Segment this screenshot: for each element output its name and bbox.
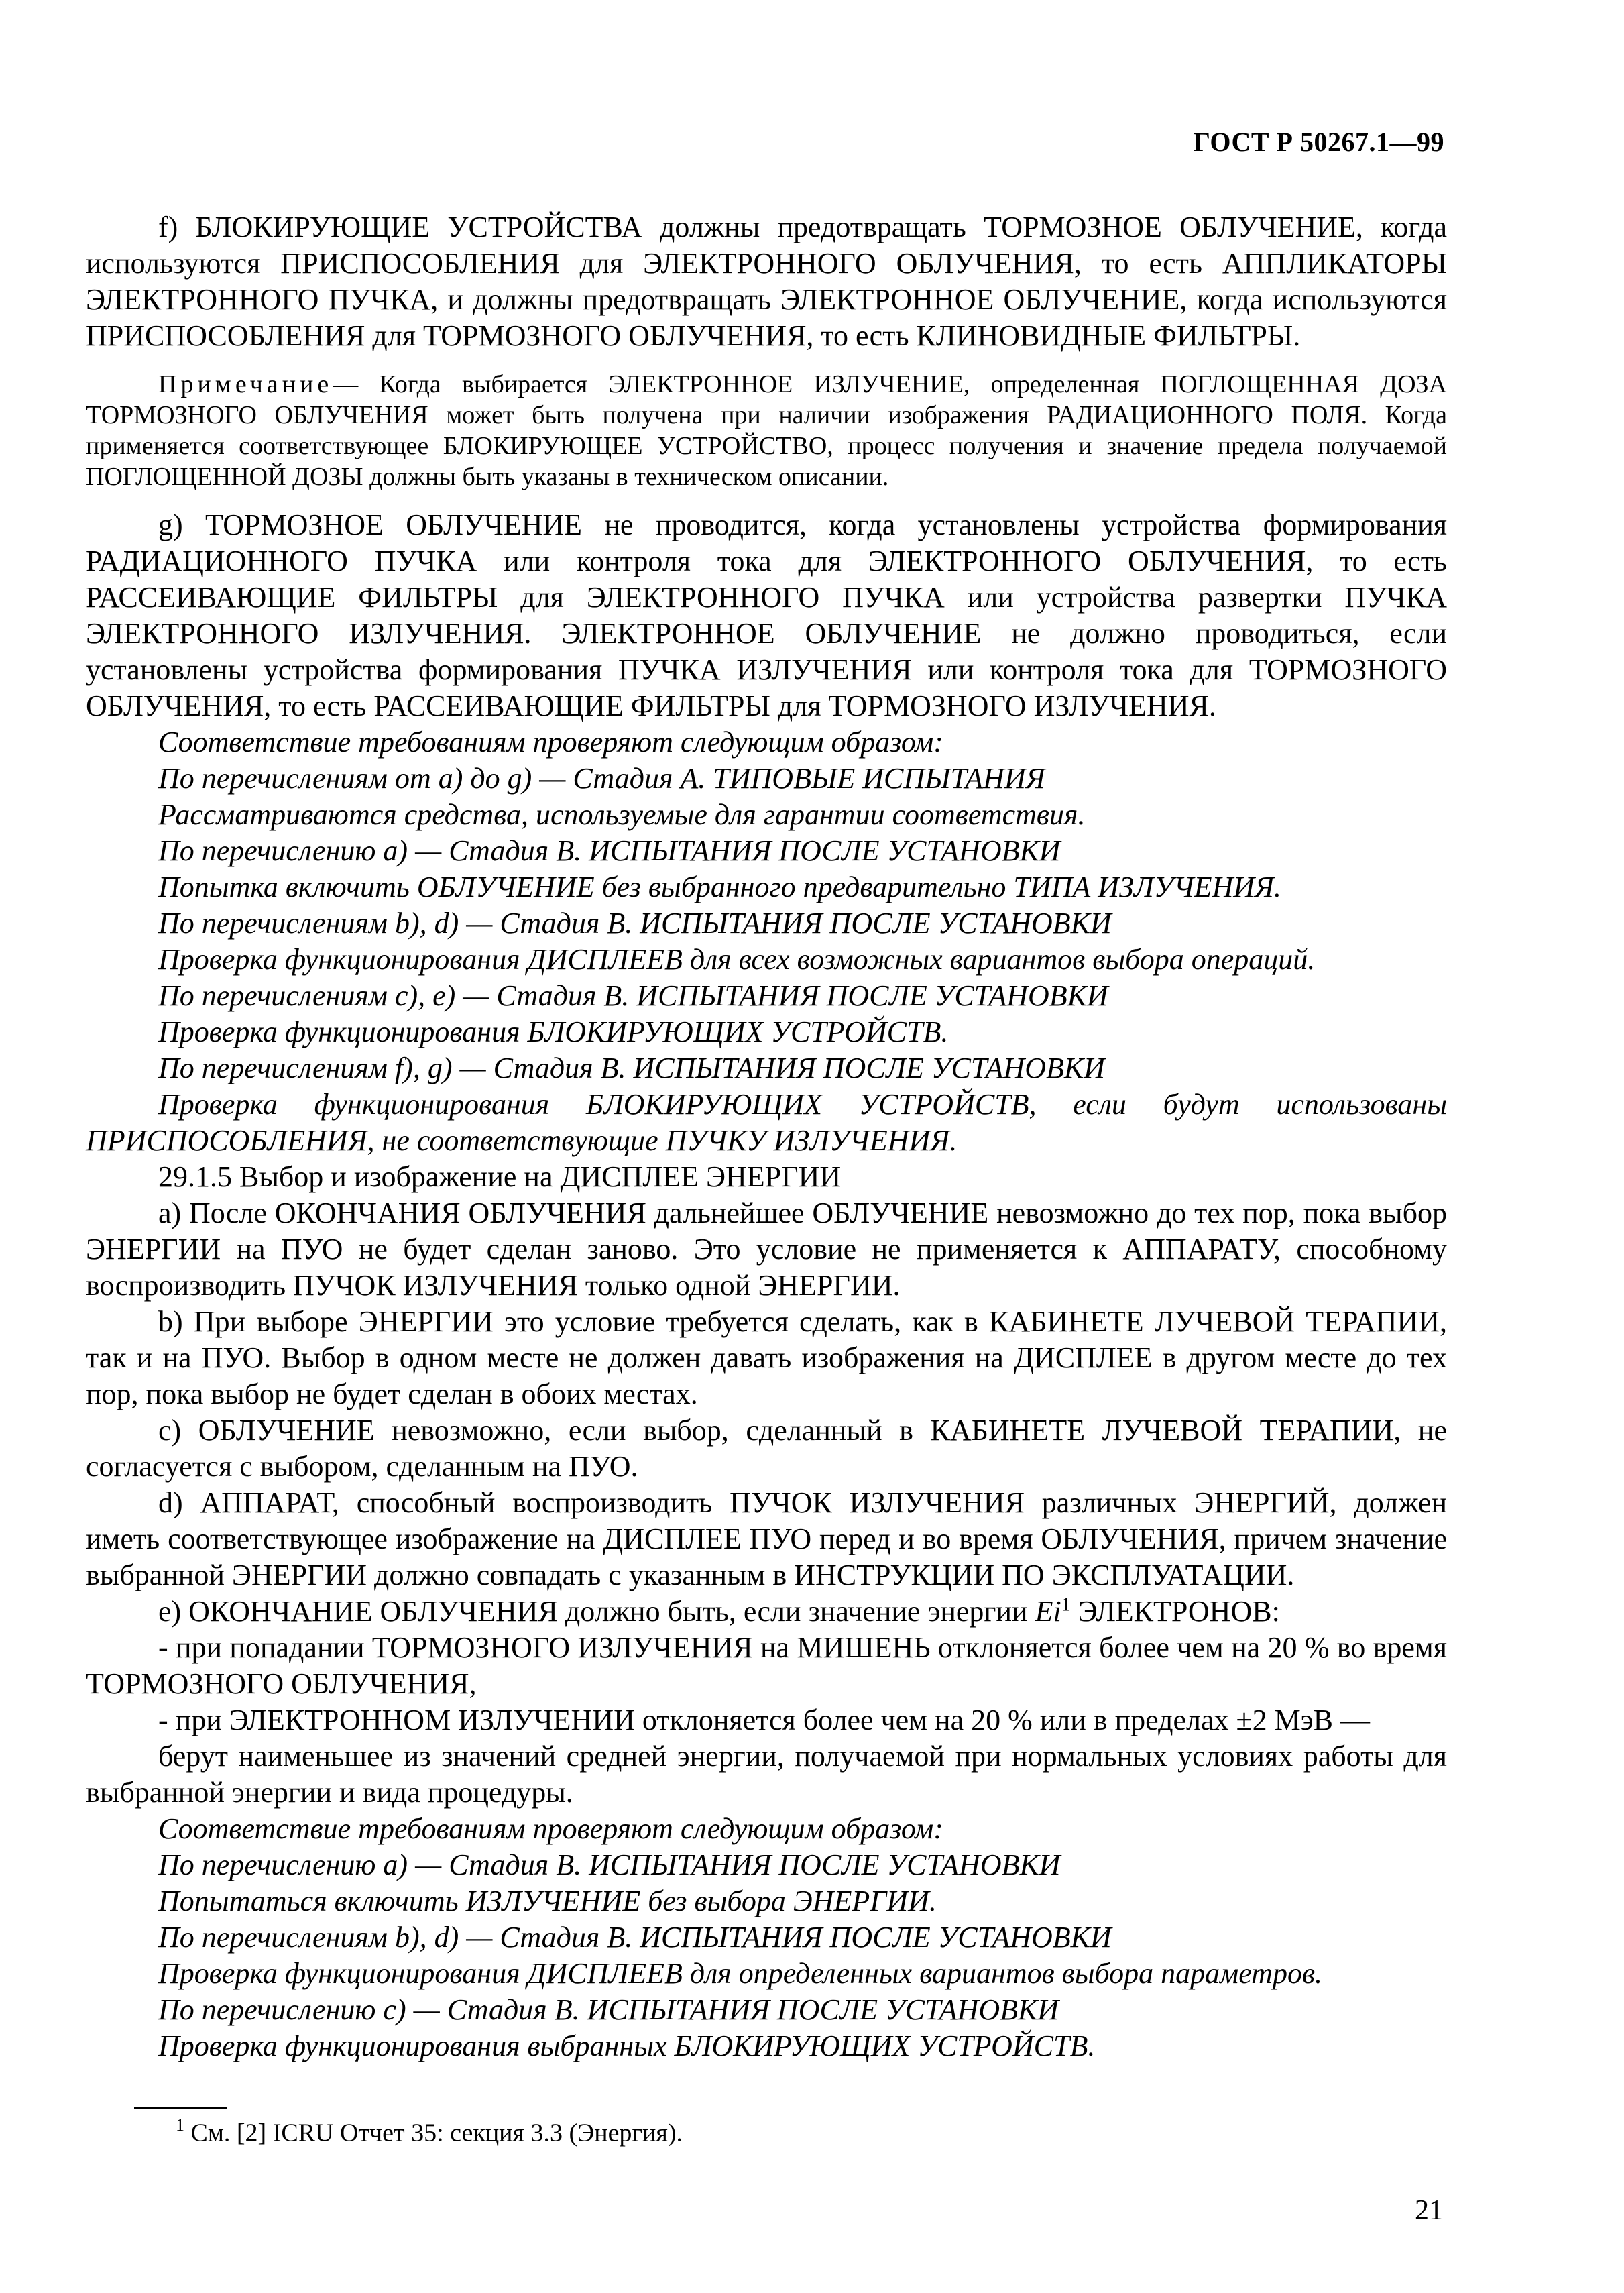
note-label: Примечание — [158, 370, 333, 398]
compliance-line: По перечислению а) — Стадия В. ИСПЫТАНИЯ ПОСЛЕ УСТАНОВКИ — [158, 1848, 1061, 1881]
compliance-line: Соответствие требованиям проверяют следующим образом: — [158, 726, 943, 759]
compliance-line: По перечислениям с), е) — Стадия В. ИСПЫТАНИЯ ПОСЛЕ УСТАНОВКИ — [158, 979, 1108, 1012]
compliance-line: По перечислениям от а) до g) — Стадия А. ТИПОВЫЕ ИСПЫТАНИЯ — [158, 762, 1045, 795]
paragraph-e-end: ЭЛЕКТРОНОВ: — [1078, 1595, 1280, 1628]
footnote — [176, 2111, 683, 2149]
note-text: — Когда выбирается ЭЛЕКТРОННОЕ ИЗЛУЧЕНИЕ, определенная ПОГЛОЩЕННАЯ ДОЗА ТОРМОЗНОГО ОБЛУЧЕНИЯ может быть получена при наличии изображения РАДИАЦИОННОГО ПОЛЯ. Когда применяется соответствующее БЛОКИРУЮЩЕЕ УСТРОЙСТВО, процесс получения и значение предела получаемой ПОГЛОЩЕННОЙ ДОЗЫ должны быть указаны в техническом описании. — [86, 370, 1447, 491]
compliance-line: Рассматриваются средства, используемые для гарантии соответствия. — [158, 798, 1086, 831]
footnote-separator — [134, 2107, 227, 2109]
compliance-line: По перечислению с) — Стадия В. ИСПЫТАНИЯ ПОСЛЕ УСТАНОВКИ — [158, 1993, 1059, 2026]
footnote-text: См. [2] ICRU Отчет 35: секция 3.3 (Энергия). — [190, 2119, 683, 2147]
footnote-mark: 1 — [176, 2115, 184, 2135]
paragraph-e — [86, 1593, 1447, 1630]
page-number: 21 — [1415, 2195, 1443, 2226]
paragraph-c: с) ОБЛУЧЕНИЕ невозможно, если выбор, сделанный в КАБИНЕТЕ ЛУЧЕВОЙ ТЕРАПИИ, не согласуется с выбором, сделанным на ПУО. — [86, 1414, 1447, 1483]
compliance-line: По перечислениям b), d) — Стадия В. ИСПЫТАНИЯ ПОСЛЕ УСТАНОВКИ — [158, 907, 1112, 940]
compliance-line: Попытаться включить ИЗЛУЧЕНИЕ без выбора ЭНЕРГИИ. — [158, 1885, 937, 1917]
compliance-line: По перечислению а) — Стадия В. ИСПЫТАНИЯ ПОСЛЕ УСТАНОВКИ — [158, 834, 1061, 867]
note-paragraph — [86, 369, 1447, 492]
compliance-line: Проверка функционирования ДИСПЛЕЕВ для определенных вариантов выбора параметров. — [158, 1957, 1323, 1990]
compliance-line: Проверка функционирования ДИСПЛЕЕВ для всех возможных вариантов выбора операций. — [158, 943, 1316, 976]
compliance-line: Проверка функционирования БЛОКИРУЮЩИХ УСТРОЙСТВ, если будут использованы ПРИСПОСОБЛЕНИЯ, не соответствующие ПУЧКУ ИЗЛУЧЕНИЯ. — [86, 1088, 1447, 1157]
document-body — [86, 209, 1447, 2064]
paragraph-g: g) ТОРМОЗНОЕ ОБЛУЧЕНИЕ не проводится, когда установлены устройства формирования РАДИАЦИОННОГО ПУЧКА или контроля тока для ЭЛЕКТРОННОГО ОБЛУЧЕНИЯ, то есть РАССЕИВАЮЩИЕ ФИЛЬТРЫ для ЭЛЕКТРОННОГО ПУЧКА или устройства развертки ПУЧКА ЭЛЕКТРОННОГО ИЗЛУЧЕНИЯ. ЭЛЕКТРОННОЕ ОБЛУЧЕНИЕ не должно проводиться, если установлены устройства формирования ПУЧКА ИЗЛУЧЕНИЯ или контроля тока для ТОРМОЗНОГО ОБЛУЧЕНИЯ, то есть РАССЕИВАЮЩИЕ ФИЛЬТРЫ для ТОРМОЗНОГО ИЗЛУЧЕНИЯ. — [86, 508, 1447, 722]
paragraph-b: b) При выборе ЭНЕРГИИ это условие требуется сделать, как в КАБИНЕТЕ ЛУЧЕВОЙ ТЕРАПИИ, так и на ПУО. Выбор в одном месте не должен давать изображения на ДИСПЛЕЕ в другом месте до тех пор, пока выбор не будет сделан в обоих местах. — [86, 1305, 1447, 1410]
paragraph-e-tail: берут наименьшее из значений средней энергии, получаемой при нормальных условиях работы для выбранной энергии и вида процедуры. — [86, 1740, 1447, 1809]
paragraph-e-start: е) ОКОНЧАНИЕ ОБЛУЧЕНИЯ должно быть, если значение энергии — [158, 1595, 1028, 1628]
compliance-line: Проверка функционирования БЛОКИРУЮЩИХ УСТРОЙСТВ. — [158, 1015, 949, 1048]
compliance-line: Соответствие требованиям проверяют следующим образом: — [158, 1812, 943, 1845]
paragraph-e-item-2: - при ЭЛЕКТРОННОМ ИЗЛУЧЕНИИ отклоняется более чем на 20 % или в пределах ±2 МэВ — — [158, 1703, 1370, 1736]
paragraph-d: d) АППАРАТ, способный воспроизводить ПУЧОК ИЗЛУЧЕНИЯ различных ЭНЕРГИЙ, должен иметь соответствующее изображение на ДИСПЛЕЕ ПУО перед и во время ОБЛУЧЕНИЯ, причем значение выбранной ЭНЕРГИИ должно совпадать с указанным в ИНСТРУКЦИИ ПО ЭКСПЛУАТАЦИИ. — [86, 1486, 1447, 1591]
compliance-line: По перечислениям b), d) — Стадия В. ИСПЫТАНИЯ ПОСЛЕ УСТАНОВКИ — [158, 1921, 1112, 1954]
section-heading-29-1-5: 29.1.5 Выбор и изображение на ДИСПЛЕЕ ЭНЕРГИИ — [158, 1160, 842, 1193]
compliance-line: По перечислениям f), g) — Стадия В. ИСПЫТАНИЯ ПОСЛЕ УСТАНОВКИ — [158, 1052, 1105, 1084]
paragraph-e-item-1: - при попадании ТОРМОЗНОГО ИЗЛУЧЕНИЯ на МИШЕНЬ отклоняется более чем на 20 % во время ТОРМОЗНОГО ОБЛУЧЕНИЯ, — [86, 1631, 1447, 1700]
compliance-line: Попытка включить ОБЛУЧЕНИЕ без выбранного предварительно ТИПА ИЗЛУЧЕНИЯ. — [158, 871, 1281, 903]
document-header: ГОСТ Р 50267.1—99 — [1193, 127, 1444, 157]
footnote-ref: 1 — [1061, 1594, 1071, 1616]
paragraph-f: f) БЛОКИРУЮЩИЕ УСТРОЙСТВА должны предотвращать ТОРМОЗНОЕ ОБЛУЧЕНИЕ, когда используются ПРИСПОСОБЛЕНИЯ для ЭЛЕКТРОННОГО ОБЛУЧЕНИЯ, то есть АППЛИКАТОРЫ ЭЛЕКТРОННОГО ПУЧКА, и должны предотвращать ЭЛЕКТРОННОЕ ОБЛУЧЕНИЕ, когда используются ПРИСПОСОБЛЕНИЯ для ТОРМОЗНОГО ОБЛУЧЕНИЯ, то есть КЛИНОВИДНЫЕ ФИЛЬТРЫ. — [86, 211, 1447, 352]
compliance-line: Проверка функционирования выбранных БЛОКИРУЮЩИХ УСТРОЙСТВ. — [158, 2029, 1096, 2062]
paragraph-a: а) После ОКОНЧАНИЯ ОБЛУЧЕНИЯ дальнейшее ОБЛУЧЕНИЕ невозможно до тех пор, пока выбор ЭНЕРГИИ на ПУО не будет сделан заново. Это условие не применяется к АППАРАТУ, способному воспроизводить ПУЧОК ИЗЛУЧЕНИЯ только одной ЭНЕРГИИ. — [86, 1196, 1447, 1302]
energy-symbol: Ei — [1035, 1595, 1061, 1628]
